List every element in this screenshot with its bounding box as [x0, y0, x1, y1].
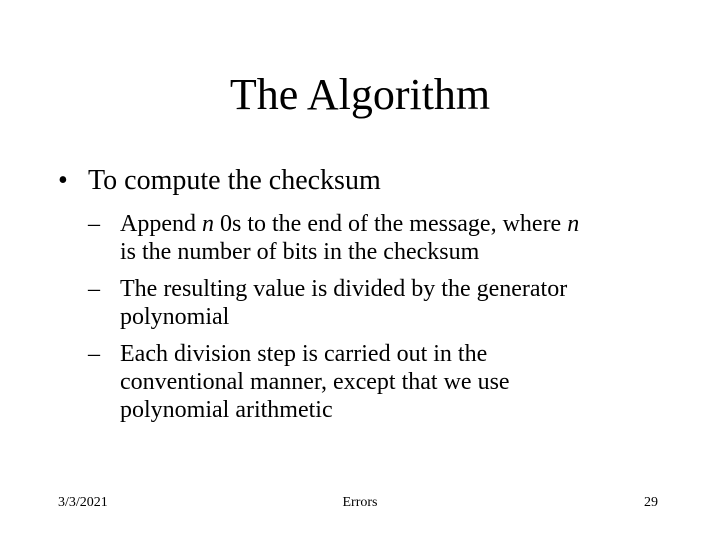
bullet-marker: • [58, 165, 68, 196]
italic-variable: n [567, 211, 580, 237]
sub-bullet-line: The resulting value is divided by the generator [120, 276, 568, 302]
sub-bullet-text [120, 275, 668, 331]
sub-bullet-item [88, 210, 668, 266]
sub-bullet-line: polynomial [120, 304, 230, 330]
sub-bullet-marker: – [88, 341, 100, 367]
text-segment: 0s to the end of the message, where [213, 211, 568, 237]
footer-topic: Errors [342, 495, 378, 510]
sub-bullet-item [88, 340, 668, 424]
sub-bullet-marker: – [88, 211, 100, 237]
sub-bullet-line: conventional manner, except that we use [120, 369, 510, 395]
italic-variable: n [201, 211, 214, 237]
sub-bullet-text [120, 210, 668, 266]
main-bullet-text: To compute the checksum [88, 165, 381, 196]
sub-bullet-line: is the number of bits in the checksum [120, 239, 480, 265]
text-segment: Append [120, 211, 202, 237]
sub-bullet-text [120, 340, 668, 424]
sub-bullet-list [88, 210, 668, 433]
sub-bullet-line: Each division step is carried out in the [120, 341, 488, 367]
sub-bullet-line [120, 210, 668, 238]
footer-page-number: 29 [644, 495, 658, 510]
sub-bullet-item [88, 275, 668, 331]
main-bullet [58, 163, 381, 199]
sub-bullet-marker: – [88, 276, 100, 302]
sub-bullet-line: polynomial arithmetic [120, 397, 333, 423]
slide-title: The Algorithm [229, 70, 491, 119]
footer-date: 3/3/2021 [58, 495, 108, 510]
